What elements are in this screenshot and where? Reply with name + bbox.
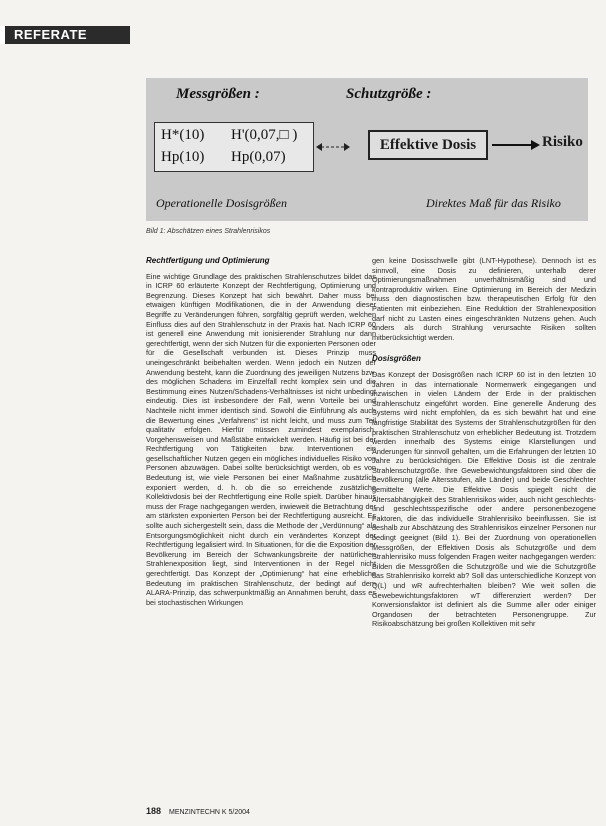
quantity-directional-dose: H'(0,07,□ ): [231, 127, 298, 143]
effective-dose-box: [368, 130, 488, 160]
right-column: [372, 256, 596, 629]
risk-label: Risiko: [542, 134, 583, 150]
left-column-body: Eine wichtige Grundlage des praktischen Strahlenschutzes bildet das in ICRP 60 erläuterte Konzept der Rechtfertigung, Optimierung und Begrenzung. Dieses Konzept hat sich bewährt. Daher muss bei etwaigen künftigen Modifikationen, die in der Anwendung dieser Begriffe zu Veränderungen führen, sorgfältig geprüft werden, welchen Einfluss dies auf den Strahlenschutz in der Praxis hat. Nach ICRP 60 ist generell eine Anwendung mit ionisierender Strahlung nur dann gerechtfertigt, wenn der sich Nutzen für die exponierten Personen oder für die Gesellschaft verbunden ist. Dieses Prinzip muss uneingeschränkt beibehalten werden. Wenn jedoch ein Nutzen der Anwendung besteht, kann die Zuordnung des jeweiligen Nutzens bzw. des möglichen Schadens im Einzelfall recht komplex sein und die Bestimmung eines Nutzen/Schadens-Verhältnisses ist nicht unbedingt eindeutig. Dies ist insbesondere der Fall, wenn Vorteile bei und Nachteile nicht immer identisch sind. Sowohl die Einführung als auch die Bewertung eines „Verfahrens“ ist nicht leicht, und muss zum Teil qualitativ erfolgen. Hierfür müssen zumindest exemplarisch, Vorgehensweisen und Maßstäbe entwickelt werden. Häufig ist bei der Rechtfertigung von Tätigkeiten bzw. Interventionen ein gesellschaftlicher Nutzen gegen ein mögliches individuelles Risiko von Personen abzuwägen. Dabei sollte berücksichtigt werden, ob es von Bedeutung ist, wie viele Personen bei einer Maßnahme zusätzlich exponiert werden, d. h. ob die so erreichende zusätzliche Kollektivdosis bei der Rechtfertigung eine Rolle spielt. Darüber hinaus muss der Frage nachgegangen werden, inwieweit die Betrachtung der am stärksten exponierten Person bei der Rechtfertigung ausreicht. Es sollte auch sichergestellt sein, dass die Methode der „Verdünnung“ als Entsorgungsmöglichkeit nicht durch ein verändertes Konzept der Rechtfertigung legalisiert wird. In Situationen, für die die Exposition der Bevölkerung im Bereich der Schwankungsbreite der natürlichen Strahlenexposition liegt, sind Interventionen in der Regel nicht gerechtfertigt. Das Konzept der „Optimierung“ hat eine erhebliche Bedeutung im praktischen Strahlenschutz, der bedingt auf dem ALARA-Prinzip, das schwerpunktmäßig an Annahmen beruht, dass es bei stochastischen Wirkungen: [146, 271, 376, 607]
left-column: [146, 256, 376, 607]
quantity-personal-dose-10: Hp(10): [161, 149, 205, 165]
figure-header-measures: Messgrößen :: [176, 86, 260, 102]
figure-footnote-right: Direktes Maß für das Risiko: [426, 196, 561, 210]
quantity-personal-dose-007: Hp(0,07): [231, 149, 286, 165]
page-header: [0, 0, 606, 50]
effective-dose-label: Effektive Dosis: [379, 137, 477, 153]
section-tab-label: REFERATE: [14, 27, 88, 42]
journal-reference: MENZINTECHN K 5/2004: [168, 809, 250, 816]
page-footer: [146, 806, 250, 816]
figure-caption: Bild 1: Abschätzen eines Strahlenrisikos: [146, 228, 271, 235]
figure-footnote-left: Operationelle Dosisgrößen: [156, 196, 287, 210]
double-arrow-icon: [316, 140, 350, 154]
measurement-quantities-box: [154, 122, 314, 172]
figure-header-protection: Schutzgröße :: [346, 86, 432, 102]
quantity-ambient-dose: H*(10): [161, 127, 205, 143]
arrow-right-icon: [490, 138, 540, 152]
heading-dose-quantities: Dosisgrößen: [372, 354, 421, 364]
risk-diagram-figure: [146, 78, 588, 221]
section-tab: [0, 26, 130, 44]
right-column-body-intro: gen keine Dosisschwelle gibt (LNT-Hypothese). Dennoch ist es sinnvoll, eine Dosis zu definieren, unterhalb derer Optimierungsmaßnahmen unverhältnismäßig sind und kontraproduktiv wirken. Eine Optimierung im Bereich der Medizin muss den diagnostischen bzw. therapeutischen Erfolg für den Patienten mit einbeziehen. Eine Reduktion der Strahlenexposition darf nicht zu Lasten eines eingeschränkten Nutzens gehen. Auch anders als durch Strahlung verursachte Risiken sollten mitberücksichtigt werden.: [372, 256, 596, 342]
section-tab-marker: [0, 26, 5, 44]
heading-justification: Rechtfertigung und Optimierung: [146, 256, 270, 265]
right-column-body-main: Das Konzept der Dosisgrößen nach ICRP 60 ist in den letzten 10 Jahren in das internationale Normenwerk eingegangen und inzwischen in vielen Ländern der Erde in der praktischen Strahlenschutz eingeführt worden. Eine generelle Änderung des Systems wird nicht empfohlen, da es sich bewährt hat und eine langfristige Stabilität des Systems der Strahlenschutzgrößen für den praktischen Strahlenschutz von erheblicher Bedeutung ist. Trotzdem werden innerhalb des Systems einige Klarstellungen und Änderungen für sinnvoll gehalten, um die Erfahrungen der letzten 10 Jahre zu berücksichtigen. Die Effektive Dosis ist die zentrale Strahlenschutzgröße. Ihre Gewebewichtungsfaktoren sind über die Bevölkerung (alle Altersstufen, alle Länder) und beide Geschlechter gemittelte Werte. Die Effektive Dosis spiegelt nicht die Altersabhängigkeit des Strahlenrisikos wider, auch nicht geschlechts- und geschlechtsspezifische oder andere personenbezogene Faktoren, die das individuelle Strahlenrisiko beeinflussen. Sie ist deshalb zur Abschätzung des Strahlenrisikos einzelner Personen nur bedingt geeignet (Bild 1). Bei der Zuordnung von operationellen Messgrößen, der Effektiven Dosis als Schutzgröße und dem Strahlenrisiko muss folgenden Fragen weiter nachgegangen werden: Bilden die Messgrößen die Schutzgröße und wie die Schutzgröße das Strahlenrisiko korrekt ab? Soll das unterschiedliche Konzept von Q(L) und wR aufrechterhalten bleiben? Wie weit sollen die Gewebewichtungsfaktoren wT differenziert werden? Der Konversionsfaktor ist definiert als die Summe aller oder einiger Organdosen der betrachteten Personengruppe. Zur Risikoabschätzung bei großen Kollektiven mit sehr: [372, 369, 596, 629]
page-number: 188: [146, 806, 162, 816]
